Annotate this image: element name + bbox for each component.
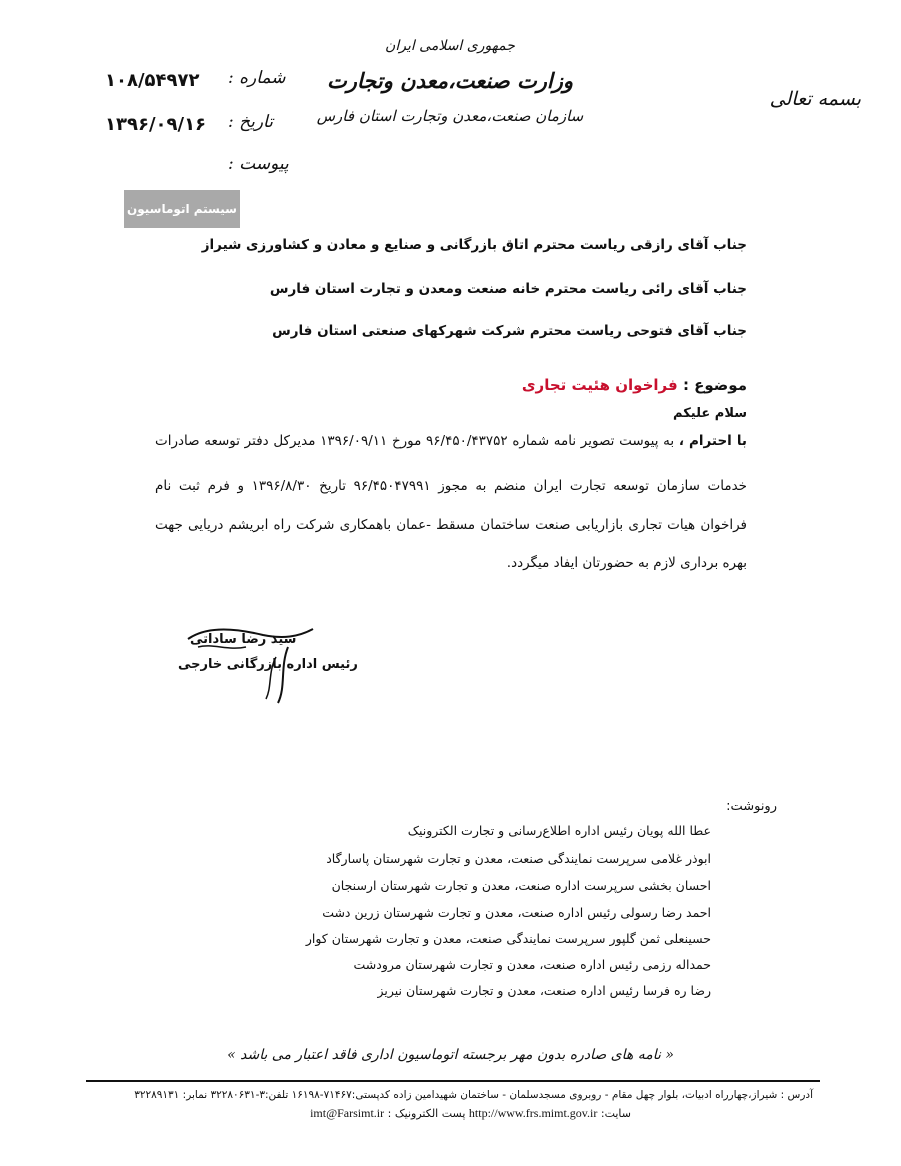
email-link[interactable]: imt@Farsimt.ir: [310, 1106, 385, 1120]
subject-value: فراخوان هئیت تجاری: [521, 376, 678, 394]
automation-system-badge: سیستم اتوماسیون: [124, 190, 240, 228]
basmala-heading: بسمه تعالی: [769, 88, 861, 110]
body-line-4: بهره برداری لازم به حضورتان ایفاد میگردد.: [506, 555, 747, 571]
body-line-1: [155, 433, 747, 449]
website-link[interactable]: http://www.frs.mimt.gov.ir: [468, 1106, 598, 1120]
body-lead: با احترام ،: [678, 433, 748, 449]
letterhead: [300, 38, 600, 125]
site-label: سایت:: [600, 1107, 631, 1120]
subject-label: موضوع :: [682, 376, 747, 394]
cc-item: احسان بخشی سرپرست اداره صنعت، معدن و تجارت شهرستان ارسنجان: [331, 878, 711, 893]
organization-title: سازمان صنعت،معدن وتجارت استان فارس: [316, 107, 584, 125]
cc-item: رضا ره فرسا رئیس اداره صنعت، معدن و تجارت شهرستان نیریز: [377, 983, 711, 998]
body-line-1-text: به پیوست تصویر نامه شماره ۹۶/۴۵۰/۴۳۷۵۲ مورخ ۱۳۹۶/۰۹/۱۱ مدیرکل دفتر توسعه صادرات: [155, 433, 675, 449]
signer-name: سید رضا ساداتی: [190, 632, 297, 647]
cc-item: عطا الله پویان رئیس اداره اطلاع‌رسانی و تجارت الکترونیک: [407, 823, 711, 838]
footer-divider: [86, 1080, 820, 1082]
signer-title: رئیس اداره بازرگانی خارجی: [178, 657, 358, 672]
body-line-2: خدمات سازمان توسعه تجارت ایران منضم به مجوز ۹۶/۴۵۰۴۷۹۹۱ تاریخ ۱۳۹۶/۸/۳۰ و فرم ثبت نام: [155, 478, 748, 494]
body-line-3: فراخوان هیات تجاری بازاریابی صنعت ساختمان مسقط -عمان باهمکاری شرکت راه ابریشم دریایی جهت: [155, 517, 747, 533]
attachment-label: پیوست :: [228, 154, 289, 174]
letter-number: ۱۰۸/۵۴۹۷۲: [105, 70, 200, 91]
recipient-line: جناب آقای فتوحی ریاست محترم شرکت شهرکهای صنعتی استان فارس: [272, 323, 747, 339]
letter-date: ۱۳۹۶/۰۹/۱۶: [105, 114, 207, 135]
cc-item: حمداله رزمی رئیس اداره صنعت، معدن و تجارت شهرستان مرودشت: [353, 957, 711, 972]
cc-item: احمد رضا رسولی رئیس اداره صنعت، معدن و تجارت شهرستان زرین دشت: [322, 905, 711, 920]
cc-item: ابوذر غلامی سرپرست نمایندگی صنعت، معدن و تجارت شهرستان پاسارگاد: [326, 851, 711, 866]
cc-heading: رونوشت:: [726, 799, 777, 814]
address-line: آدرس : شیراز،چهارراه ادبیات، بلوار چهل مقام - روبروی مسجدسلمان - ساختمان شهیدامین زاده کدپستی:۷۱۴۶۷-۱۶۱۹۸ تلفن:۳-۳۲۲۸۰۶۳۱ نمابر: ۳۲۲۸۹۱۳۱: [134, 1089, 813, 1101]
date-label: تاریخ :: [228, 112, 273, 132]
number-label: شماره :: [228, 68, 286, 88]
cc-item: حسینعلی ثمن گلپور سرپرست نمایندگی صنعت، معدن و تجارت شهرستان کوار: [305, 931, 711, 946]
republic-title: جمهوری اسلامی ایران: [385, 38, 515, 54]
greeting: سلام علیکم: [673, 406, 747, 421]
recipient-line: جناب آقای رازقی ریاست محترم اتاق بازرگانی و صنایع و معادن و کشاورزی شیراز: [201, 237, 747, 253]
email-label: پست الکترونیک :: [387, 1107, 466, 1120]
contact-line: [310, 1106, 631, 1121]
ministry-title: وزارت صنعت،معدن وتجارت: [326, 68, 574, 93]
validity-note: « نامه های صادره بدون مهر برجسته اتوماسیون اداری فاقد اعتبار می باشد »: [227, 1047, 674, 1063]
recipient-line: جناب آقای رائی ریاست محترم خانه صنعت ومعدن و تجارت استان فارس: [269, 281, 747, 297]
subject-row: [522, 376, 747, 394]
